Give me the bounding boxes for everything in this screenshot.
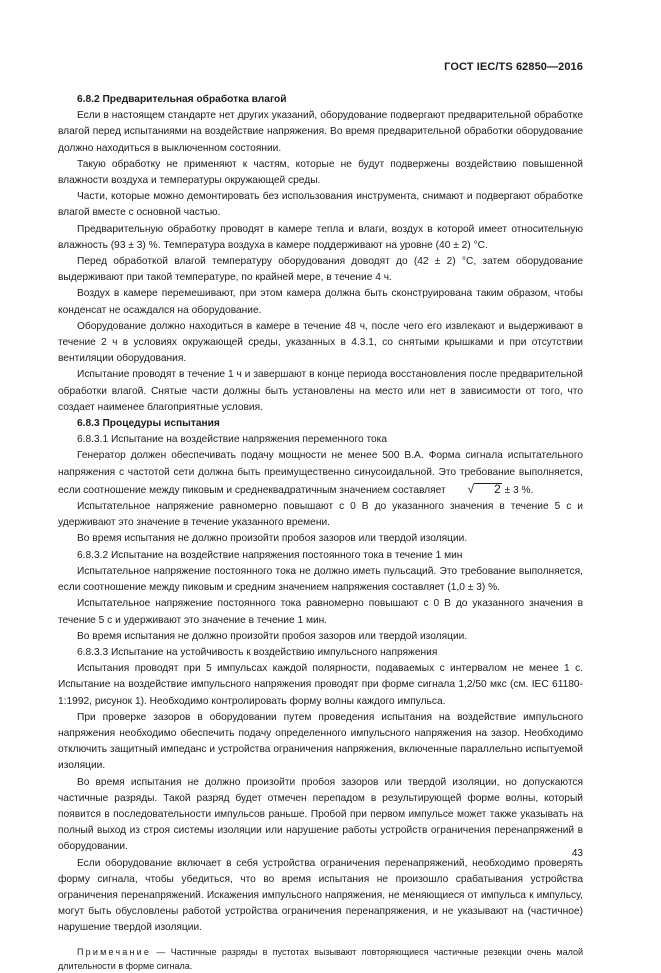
paragraph: Части, которые можно демонтировать без использования инструмента, снимают и подвергают обработке влагой вместе с основной частью. — [58, 191, 583, 219]
paragraph: Предварительную обработку проводят в камере тепла и влаги, воздух в которой имеет относительную влажность (93 ± 3) %. Температура воздуха в камере поддерживают на уровне (40 ± 2) °C. — [58, 223, 583, 251]
subsection-heading-6-8-3-3: 6.8.3.3 Испытание на устойчивость к воздействию импульсного напряжения — [77, 646, 438, 658]
note-text: — Частичные разряды в пустотах вызывают повторяющиеся частичные резекции очень малой длительности в форме сигнала. — [58, 946, 583, 971]
paragraph: Испытания проводят при 5 импульсах каждой полярности, подаваемых с интервалом не менее 1 с. Испытание на воздействие импульсного напряжения проводят при форме сигнала 1,2/50 мкс (см. IEC 61180-1:1992, рисунок 1). Необходимо контролировать форму волны каждого импульса. — [58, 663, 583, 707]
square-root-symbol: √ 2 — [467, 481, 501, 496]
paragraph-text: Генератор должен обеспечивать подачу мощности не менее 500 В.А. Форма сигнала испытательного напряжения с частотой сети должна быть преимущественно синусоидальной. Это требование выполняется, если соотношение между пиковым и среднеквадратичным значением составляет — [58, 450, 583, 496]
subsection-heading-6-8-3-1: 6.8.3.1 Испытание на воздействие напряжения переменного тока — [77, 434, 388, 446]
paragraph: Воздух в камере перемешивают, при этом камера должна быть сконструирована таким образом, чтобы конденсат не осаждался на оборудование. — [58, 288, 583, 316]
subsection-heading-6-8-3-2: 6.8.3.2 Испытание на воздействие напряжения постоянного тока в течение 1 мин — [77, 549, 463, 561]
section-heading-6-8-3: 6.8.3 Процедуры испытания — [77, 418, 220, 430]
note — [58, 945, 583, 973]
paragraph: Если в настоящем стандарте нет других указаний, оборудование подвергают предварительной обработке влагой перед испытаниями на воздействие напряжения. Во время предварительной обработки оборудование должно находиться в выключенном состоянии. — [58, 110, 583, 154]
paragraph: Испытательное напряжение постоянного тока не должно иметь пульсаций. Это требование выполняется, если соотношение между пиковым и средним значением напряжения составляет (1,0 ± 3) %. — [58, 565, 583, 594]
paragraph-text: ± 3 %. — [504, 484, 534, 496]
paragraph: Во время испытания не должно произойти пробоя зазоров или твердой изоляции. — [77, 533, 468, 545]
page-number: 43 — [571, 848, 583, 859]
paragraph: Испытательное напряжение постоянного тока равномерно повышают с 0 В до указанного значения в течение 5 с и удерживают это значение в течение 1 мин. — [58, 598, 583, 626]
section-heading-6-8-2: 6.8.2 Предварительная обработка влагой — [77, 94, 287, 105]
paragraph: Такую обработку не применяют к частям, которые не будут подвержены воздействию повышенной влажности воздуха и температуры окружающей среды. — [58, 158, 583, 187]
paragraph: Перед обработкой влагой температуру оборудования доводят до (42 ± 2) °C, затем оборудование выдерживают при такой температуре, по крайней мере, в течение 4 ч. — [58, 256, 583, 284]
paragraph: Во время испытания не должно произойти пробоя зазоров или твердой изоляции, но допускаются частичные разряды. Такой разряд будет отмечен перепадом в результирующей форме волны, который появится в последовательности импульсов раньше. Пробой при первом импульсе может также указывать на полный выход из строя системы изоляции или нарушение работы устройств ограничения перенапряжений в оборудовании. — [58, 776, 583, 853]
document-body — [58, 92, 583, 973]
paragraph: Оборудование должно находиться в камере в течение 48 ч, после чего его извлекают и выдерживают в течение 2 ч в условиях окружающей среды, указанных в 4.3.1, со снятыми крышками и при отсутствии вентиляции оборудования. — [58, 320, 583, 365]
paragraph-ratio — [58, 448, 583, 499]
paragraph: Испытание проводят в течение 1 ч и завершают в конце периода восстановления после предварительной обработки влагой. Снятые части должны быть установлены на место или нет в зависимости от того, что создает наименее благоприятные условия. — [58, 369, 583, 413]
note-label: Примечание — [77, 946, 152, 957]
paragraph: Если оборудование включает в себя устройства ограничения перенапряжений, необходимо проверять форму сигнала, чтобы убедиться, что во время испытания не произошло срабатывания устройства ограничения перенапряжений. Искажения импульсного напряжения, не меняющиеся от импульса к импульсу, могут быть обусловлены работой устройства ограничения перенапряжения, и не указывают на (частичное) нарушение твердой изоляции. — [58, 857, 583, 934]
paragraph: При проверке зазоров в оборудовании путем проведения испытания на воздействие импульсного напряжения необходимо обеспечить подачу определенного импульсного напряжения на зазор. Необходимо отключить защитный импеданс и устройства ограничения напряжения, включенные параллельно испытуемой изоляции. — [58, 711, 583, 772]
paragraph: Во время испытания не должно произойти пробоя зазоров или твердой изоляции. — [77, 630, 468, 642]
document-code-header: ГОСТ IEC/TS 62850—2016 — [444, 61, 583, 73]
paragraph: Испытательное напряжение равномерно повышают с 0 В до указанного значения в течение 5 с и удерживают это значение в течение указанного времени. — [58, 501, 583, 529]
square-root-radicand: 2 — [474, 483, 502, 495]
